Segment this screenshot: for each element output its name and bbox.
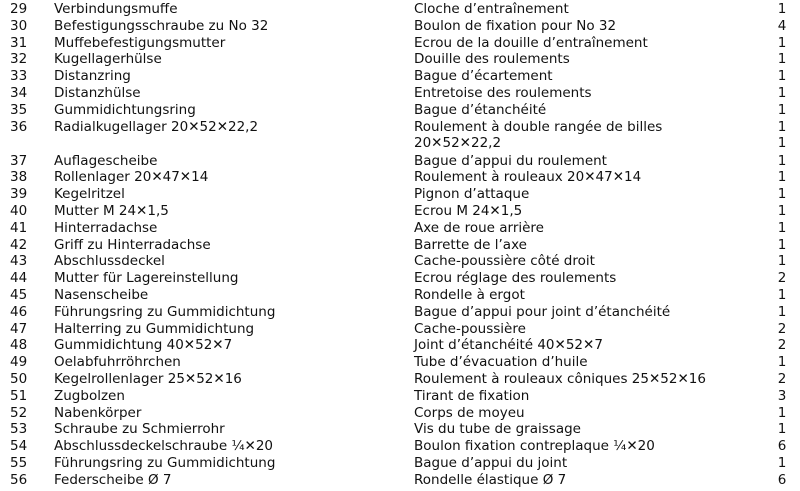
part-number: 37	[10, 152, 28, 169]
part-quantity: 2	[777, 337, 787, 354]
part-quantity: 1	[777, 303, 787, 320]
part-name-german: Halterring zu Gummidichtung	[54, 320, 255, 337]
part-name-german: Federscheibe Ø 7	[54, 471, 172, 488]
part-name-german: Kegelrollenlager 25✕52✕16	[54, 370, 242, 387]
part-number: 33	[10, 68, 28, 85]
part-name-french: Bague d’écartement	[414, 68, 553, 85]
parts-row	[0, 51, 800, 68]
part-number: 30	[10, 17, 28, 34]
part-name-french: Boulon fixation contreplaque ¼✕20	[414, 438, 655, 455]
part-name-french: Roulement à double rangée de billes	[414, 118, 663, 135]
part-number: 42	[10, 236, 28, 253]
part-name-german: Befestigungsschraube zu No 32	[54, 17, 269, 34]
part-name-french: Cache-poussière côté droit	[414, 253, 595, 270]
part-number: 41	[10, 219, 28, 236]
part-name-german: Oelabfuhrröhrchen	[54, 354, 181, 371]
part-name-french: Tirant de fixation	[414, 387, 530, 404]
part-quantity: 1	[777, 68, 787, 85]
parts-row	[0, 186, 800, 203]
part-name-french: Barrette de l’axe	[414, 236, 527, 253]
part-number: 46	[10, 303, 28, 320]
parts-row	[0, 270, 800, 287]
part-name-german: Rollenlager 20✕47✕14	[54, 169, 209, 186]
part-number: 53	[10, 421, 28, 438]
part-quantity: 6	[777, 438, 787, 455]
part-number: 39	[10, 186, 28, 203]
part-name-german: Distanzring	[54, 68, 131, 85]
parts-row	[0, 237, 800, 254]
part-number: 54	[10, 438, 28, 455]
parts-row	[0, 35, 800, 52]
part-number: 34	[10, 84, 28, 101]
part-name-german: Kegelritzel	[54, 186, 125, 203]
parts-row	[0, 18, 800, 35]
part-number: 32	[10, 51, 28, 68]
part-name-french: Pignon d’attaque	[414, 186, 530, 203]
part-quantity: 1	[777, 152, 787, 169]
part-name-french: Corps de moyeu	[414, 404, 525, 421]
part-name-german: Radialkugellager 20✕52✕22,2	[54, 118, 259, 135]
part-quantity: 1	[777, 1, 787, 17]
part-quantity: 1	[777, 202, 787, 219]
part-quantity: 2	[777, 320, 787, 337]
part-quantity: 1	[777, 236, 787, 253]
part-name-french: Tube d’évacuation d’huile	[414, 354, 588, 371]
parts-row	[0, 421, 800, 438]
part-name-german: Gummidichtung 40✕52✕7	[54, 337, 233, 354]
part-number: 55	[10, 454, 28, 471]
part-name-french: Douille des roulements	[414, 51, 570, 68]
part-quantity: 1	[777, 286, 787, 303]
part-quantity: 2	[777, 270, 787, 287]
part-name-french: Roulement à rouleaux côniques 25✕52✕16	[414, 370, 706, 387]
part-quantity: 6	[777, 471, 787, 488]
parts-row	[0, 321, 800, 338]
parts-row	[0, 153, 800, 170]
part-number: 31	[10, 34, 28, 51]
part-quantity: 1	[777, 253, 787, 270]
parts-row	[0, 119, 800, 136]
part-quantity: 1	[777, 186, 787, 203]
part-number: 52	[10, 404, 28, 421]
part-quantity: 1	[777, 51, 787, 68]
part-quantity: 1	[777, 354, 787, 371]
part-name-french: Bague d’étanchéité	[414, 101, 547, 118]
part-name-german: Abschlussdeckelschraube ¼✕20	[54, 438, 274, 455]
part-name-french: Roulement à rouleaux 20✕47✕14	[414, 169, 642, 186]
part-quantity: 1	[777, 169, 787, 186]
part-name-french: Bague d’appui du roulement	[414, 152, 607, 169]
part-name-french: Cloche d’entraînement	[414, 1, 569, 17]
part-name-german: Gummidichtungsring	[54, 101, 196, 118]
part-number: 38	[10, 169, 28, 186]
part-number: 47	[10, 320, 28, 337]
part-name-german: Abschlussdeckel	[54, 253, 165, 270]
part-quantity: 1	[777, 454, 787, 471]
part-name-french: Cache-poussière	[414, 320, 526, 337]
part-name-german: Verbindungsmuffe	[54, 1, 178, 17]
parts-row	[0, 102, 800, 119]
part-name-german: Griff zu Hinterradachse	[54, 236, 211, 253]
part-name-german: Muffebefestigungsmutter	[54, 34, 226, 51]
part-number: 56	[10, 471, 28, 488]
part-number: 36	[10, 118, 28, 135]
part-name-french: Joint d’étanchéité 40✕52✕7	[414, 337, 603, 354]
part-quantity: 1	[777, 421, 787, 438]
part-name-french: Ecrou réglage des roulements	[414, 270, 617, 287]
parts-row	[0, 253, 800, 270]
parts-row	[0, 287, 800, 304]
part-name-french: Rondelle élastique Ø 7	[414, 471, 567, 488]
parts-row	[0, 337, 800, 354]
part-name-german: Führungsring zu Gummidichtung	[54, 303, 276, 320]
part-name-german: Nabenkörper	[54, 404, 142, 421]
part-name-german: Distanzhülse	[54, 84, 141, 101]
part-quantity: 1	[777, 219, 787, 236]
part-number: 50	[10, 370, 28, 387]
parts-row	[0, 1, 800, 18]
part-name-german: Zugbolzen	[54, 387, 125, 404]
part-quantity: 1	[777, 101, 787, 118]
part-name-german: Schraube zu Schmierrohr	[54, 421, 225, 438]
parts-row	[0, 371, 800, 388]
part-name-german: Kugellagerhülse	[54, 51, 162, 68]
part-quantity: 4	[777, 17, 787, 34]
part-quantity: 1	[777, 404, 787, 421]
part-number: 43	[10, 253, 28, 270]
part-number: 51	[10, 387, 28, 404]
part-name-french: Entretoise des roulements	[414, 84, 592, 101]
part-name-german: Mutter für Lagereinstellung	[54, 270, 239, 287]
part-name-german: Auflagescheibe	[54, 152, 158, 169]
part-name-french: Axe de roue arrière	[414, 219, 544, 236]
part-number: 44	[10, 270, 28, 287]
parts-row	[0, 169, 800, 186]
part-number: 40	[10, 202, 28, 219]
parts-row	[0, 85, 800, 102]
parts-row	[0, 405, 800, 422]
part-quantity: 3	[777, 387, 787, 404]
part-name-french: 20✕52✕22,2	[414, 135, 502, 152]
part-quantity: 1	[777, 84, 787, 101]
part-number: 49	[10, 354, 28, 371]
parts-row	[0, 388, 800, 405]
part-quantity: 2	[777, 370, 787, 387]
part-number: 45	[10, 286, 28, 303]
part-name-german: Führungsring zu Gummidichtung	[54, 454, 276, 471]
parts-row	[0, 304, 800, 321]
part-name-french: Boulon de fixation pour No 32	[414, 17, 617, 34]
parts-list	[0, 1, 800, 489]
part-name-german: Mutter M 24✕1,5	[54, 202, 169, 219]
parts-row	[0, 68, 800, 85]
parts-row	[0, 472, 800, 489]
part-name-french: Vis du tube de graissage	[414, 421, 581, 438]
part-number: 35	[10, 101, 28, 118]
part-number: 48	[10, 337, 28, 354]
parts-row	[0, 354, 800, 371]
part-name-french: Bague d’appui pour joint d’étanchéité	[414, 303, 671, 320]
parts-row	[0, 455, 800, 472]
parts-row	[0, 203, 800, 220]
part-name-french: Ecrou M 24✕1,5	[414, 202, 523, 219]
parts-row	[0, 438, 800, 455]
part-number: 29	[10, 1, 28, 17]
part-quantity: 1	[777, 135, 787, 152]
part-quantity: 1	[777, 34, 787, 51]
part-name-french: Bague d’appui du joint	[414, 454, 568, 471]
part-name-german: Nasenscheibe	[54, 286, 149, 303]
parts-row	[0, 220, 800, 237]
part-name-french: Ecrou de la douille d’entraînement	[414, 34, 648, 51]
parts-row-continuation	[0, 135, 800, 152]
part-name-german: Hinterradachse	[54, 219, 158, 236]
part-name-french: Rondelle à ergot	[414, 286, 525, 303]
part-quantity: 1	[777, 118, 787, 135]
